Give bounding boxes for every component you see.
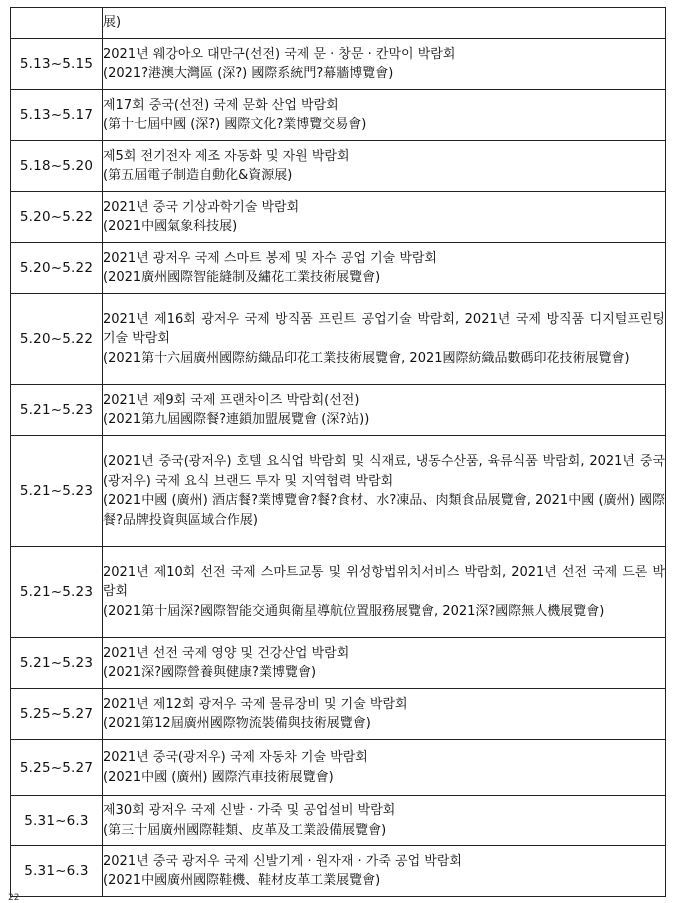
description-cell [103,796,666,846]
date-cell: 5.31~6.3 [11,846,103,897]
description-line: 2021년 제10회 선전 국제 스마트교통 및 위성항법위치서비스 박람회, 2021년 선전 국제 드론 박람회 [103,564,665,600]
description-line: 2021년 선전 국제 영양 및 건강산업 박람회 [103,645,350,661]
description-cell [103,547,666,638]
description-cell [103,689,666,740]
description-line: (2021第十六屆廣州國際紡織品印花工業技術展覽會, 2021國際紡織品數碼印花技術展覽會) [103,350,630,366]
table-row [11,90,666,141]
date-cell: 5.21~5.23 [11,547,103,638]
date-cell: 5.13~5.17 [11,90,103,141]
description-cell [103,638,666,689]
date-cell: 5.18~5.20 [11,141,103,192]
description-line: 2021년 중국 광저우 국제 신발기계 · 원자재 · 가죽 공업 박람회 [103,853,462,869]
date-cell: 5.31~6.3 [11,796,103,846]
description-line: (第三十屆廣州國際鞋類、皮革及工業設備展覽會) [103,822,387,838]
table-row [11,192,666,243]
description-line: (2021第十屆深?國際智能交通與衛星導航位置服務展覽會, 2021深?國際無人機展覽會) [103,603,605,619]
description-line: (第五屆電子制造自動化&資源展) [103,168,293,183]
description-line: (2021?港澳大灣區 (深?) 國際系統門?幕牆博覽會) [103,66,394,81]
date-cell: 5.20~5.22 [11,294,103,385]
description-cell [103,243,666,294]
description-cell [103,846,666,897]
date-cell [11,8,103,39]
description-cell [103,385,666,436]
description-line: (2021第九屆國際餐?連鎖加盟展覽會 (深?站)) [103,412,370,427]
description-line: 제5회 전기전자 제조 자동화 및 자원 박람회 [103,148,350,164]
description-cell [103,8,666,39]
table-row [11,846,666,897]
description-line: 제30회 광저우 국제 신발 · 가죽 및 공업설비 박람회 [103,803,396,818]
description-line: 제17회 중국(선전) 국제 문화 산업 박람회 [103,97,339,113]
description-cell [103,294,666,385]
description-line: 2021년 광저우 국제 스마트 봉제 및 자수 공업 기술 박람회 [103,250,437,266]
description-line: (2021中國 (廣州) 國際汽車技術展覽會) [103,769,334,785]
description-line: (2021년 중국(광저우) 호텔 요식업 박람회 및 식재료, 냉동수산품, 육류식품 박람회, 2021년 중국(광저우) 국제 요식 브랜드 투자 및 지역협력 박람회 [103,454,665,489]
table-row [11,547,666,638]
description-line: 2021년 중국(광저우) 국제 자동차 기술 박람회 [103,750,368,765]
table-row [11,436,666,547]
description-line: 2021년 제16회 광저우 국제 방직품 프린트 공업기술 박람회, 2021년 국제 방직품 디지털프린팅 기술 박람회 [103,311,665,347]
exhibition-schedule-body [11,8,666,897]
date-cell: 5.21~5.23 [11,385,103,436]
description-line: (第十七屆中國 (深?) 國際文化?業博覽交易會) [103,117,367,132]
description-line: 2021년 제9회 국제 프랜차이즈 박람회(선전) [103,392,360,408]
table-row [11,141,666,192]
date-cell: 5.21~5.23 [11,638,103,689]
description-cell [103,740,666,796]
date-cell: 5.13~5.15 [11,39,103,90]
date-cell: 5.25~5.27 [11,689,103,740]
description-line: (2021中國廣州國際鞋機、鞋材皮革工業展覽會) [103,873,381,888]
exhibition-schedule-table [10,7,666,897]
table-row [11,39,666,90]
date-cell: 5.20~5.22 [11,192,103,243]
table-row [11,243,666,294]
date-cell: 5.20~5.22 [11,243,103,294]
description-line: (2021廣州國際智能縫制及繡花工業技術展覽會) [103,270,381,285]
description-cell [103,141,666,192]
description-line: (2021中國 (廣州) 酒店餐?業博覽會?餐?食材、水?凍品、肉類食品展覽會, 2021中國 (廣州) 國際餐?品牌投資與區域合作展) [103,493,665,528]
description-cell [103,192,666,243]
description-line: (2021第12屆廣州國際物流裝備與技術展覽會) [103,716,371,731]
table-row [11,8,666,39]
description-cell [103,39,666,90]
date-cell: 5.21~5.23 [11,436,103,547]
table-row [11,740,666,796]
table-row [11,294,666,385]
description-line: 2021년 제12회 광저우 국제 물류장비 및 기술 박람회 [103,696,408,712]
description-line: 2021년 웨강아오 대만구(선전) 국제 문 · 창문 · 칸막이 박람회 [103,46,456,62]
table-row [11,638,666,689]
date-cell: 5.25~5.27 [11,740,103,796]
page-number: 22 [8,893,20,903]
description-line: (2021深?國際營養與健康?業博覽會) [103,665,317,680]
description-line: 展) [103,15,122,31]
table-row [11,385,666,436]
description-line: 2021년 중국 기상과학기술 박람회 [103,199,300,215]
table-row [11,689,666,740]
table-row [11,796,666,846]
description-cell [103,436,666,547]
description-line: (2021中國氣象科技展) [103,219,238,234]
description-cell [103,90,666,141]
